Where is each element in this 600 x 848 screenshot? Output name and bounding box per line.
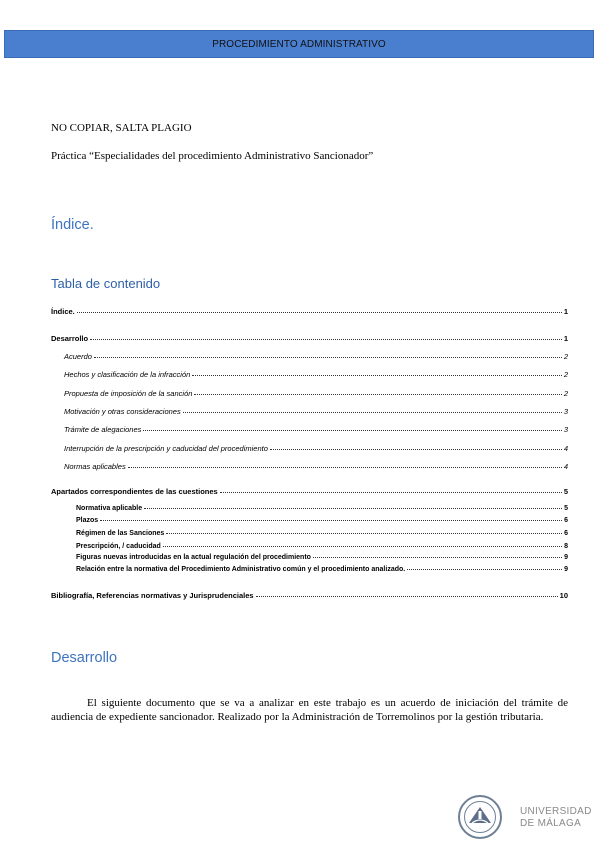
toc-entry-hechos[interactable] (64, 370, 568, 379)
toc-leader (183, 412, 562, 413)
toc-entry-label: Desarrollo (51, 334, 89, 343)
index-heading: Índice. (51, 217, 94, 233)
university-name-line1: UNIVERSIDAD (520, 806, 592, 817)
toc-entry-regimen[interactable] (76, 530, 568, 537)
toc-entry-label: Motivación y otras consideraciones (64, 407, 181, 416)
toc-entry-label: Normativa aplicable (76, 505, 143, 512)
body-paragraph: El siguiente documento que se va a analizar en este trabajo es un acuerdo de iniciación del trámite de audiencia de expediente sancionador. Realizado por la Administración de Torremolinos por la gestión tributaria. (51, 697, 568, 723)
toc-entry-page: 5 (564, 505, 568, 512)
toc-leader (270, 449, 562, 450)
toc-leader (90, 339, 562, 340)
toc-entry-label: Figuras nuevas introducidas en la actual regulación del procedimiento (76, 554, 311, 561)
toc-leader (192, 375, 562, 376)
toc-entry-page: 9 (564, 554, 568, 561)
practice-title: Práctica “Especialidades del procedimiento Administrativo Sancionador” (51, 150, 374, 162)
toc-entry-page: 4 (563, 462, 568, 471)
toc-entry-acuerdo[interactable] (64, 352, 568, 361)
toc-entry-alegaciones[interactable] (64, 425, 568, 434)
toc-entry-motivacion[interactable] (64, 407, 568, 416)
toc-leader (194, 394, 561, 395)
toc-entry-label: Índice. (51, 307, 75, 316)
toc-leader (407, 569, 562, 570)
toc-leader (166, 533, 562, 534)
toc-leader (313, 557, 562, 558)
toc-leader (220, 492, 562, 493)
toc-entry-label: Régimen de las Sanciones (76, 530, 165, 537)
toc-entry-normas[interactable] (64, 462, 568, 471)
toc-entry-page: 6 (564, 530, 568, 537)
toc-entry-page: 2 (563, 389, 568, 398)
toc-entry-normativa[interactable] (76, 505, 568, 512)
toc-entry-page: 5 (563, 487, 568, 496)
toc-leader (144, 508, 562, 509)
section-heading-desarrollo: Desarrollo (51, 650, 118, 666)
toc-title: Tabla de contenido (51, 276, 161, 291)
toc-leader (256, 596, 558, 597)
toc-leader (77, 312, 562, 313)
toc-leader (143, 430, 561, 431)
toc-entry-label: Interrupción de la prescripción y caducidad del procedimiento (64, 444, 268, 453)
toc-leader (94, 357, 562, 358)
toc-entry-indice[interactable] (51, 307, 568, 316)
toc-entry-label: Hechos y clasificación de la infracción (64, 370, 191, 379)
toc-leader (128, 467, 562, 468)
toc-entry-plazos[interactable] (76, 517, 568, 524)
toc-entry-relacion[interactable] (76, 566, 568, 573)
toc-entry-page: 2 (563, 352, 568, 361)
toc-entry-bibliografia[interactable] (51, 591, 568, 600)
toc-entry-label: Propuesta de imposición de la sanción (64, 389, 193, 398)
toc-entry-label: Acuerdo (64, 352, 92, 361)
page-header-bar (4, 30, 594, 58)
toc-entry-page: 6 (564, 517, 568, 524)
toc-entry-page: 1 (563, 334, 568, 343)
toc-entry-label: Relación entre la normativa del Procedimiento Administrativo común y el procedimiento analizado. (76, 566, 406, 573)
university-name (520, 806, 592, 830)
toc-entry-interrupcion[interactable] (64, 444, 568, 453)
toc-entry-label: Trámite de alegaciones (64, 425, 142, 434)
university-name-line2: DE MÁLAGA (520, 818, 582, 829)
toc-entry-page: 9 (564, 566, 568, 573)
toc-entry-label: Bibliografía, Referencias normativas y Jurisprudenciales (51, 591, 254, 600)
toc-entry-page: 2 (563, 370, 568, 379)
toc-entry-apartados[interactable] (51, 487, 568, 496)
copy-warning: NO COPIAR, SALTA PLAGIO (51, 122, 192, 134)
toc-entry-figuras[interactable] (76, 554, 568, 561)
toc-entry-page: 3 (563, 407, 568, 416)
university-seal-icon (459, 796, 501, 838)
toc-entry-label: Normas aplicables (64, 462, 126, 471)
toc-entry-page: 8 (564, 543, 568, 550)
toc-entry-propuesta[interactable] (64, 389, 568, 398)
toc-entry-label: Apartados correspondientes de las cuestiones (51, 487, 218, 496)
toc-leader (163, 546, 562, 547)
toc-entry-prescripcion[interactable] (76, 543, 568, 550)
toc-entry-label: Prescripción, / caducidad (76, 543, 161, 550)
toc-entry-page: 10 (559, 591, 568, 600)
toc-entry-desarrollo[interactable] (51, 334, 568, 343)
toc-entry-page: 1 (563, 307, 568, 316)
toc-entry-page: 3 (563, 425, 568, 434)
header-title: PROCEDIMIENTO ADMINISTRATIVO (212, 38, 386, 50)
toc-entry-page: 4 (563, 444, 568, 453)
toc-leader (100, 520, 562, 521)
toc-entry-label: Plazos (76, 517, 99, 524)
